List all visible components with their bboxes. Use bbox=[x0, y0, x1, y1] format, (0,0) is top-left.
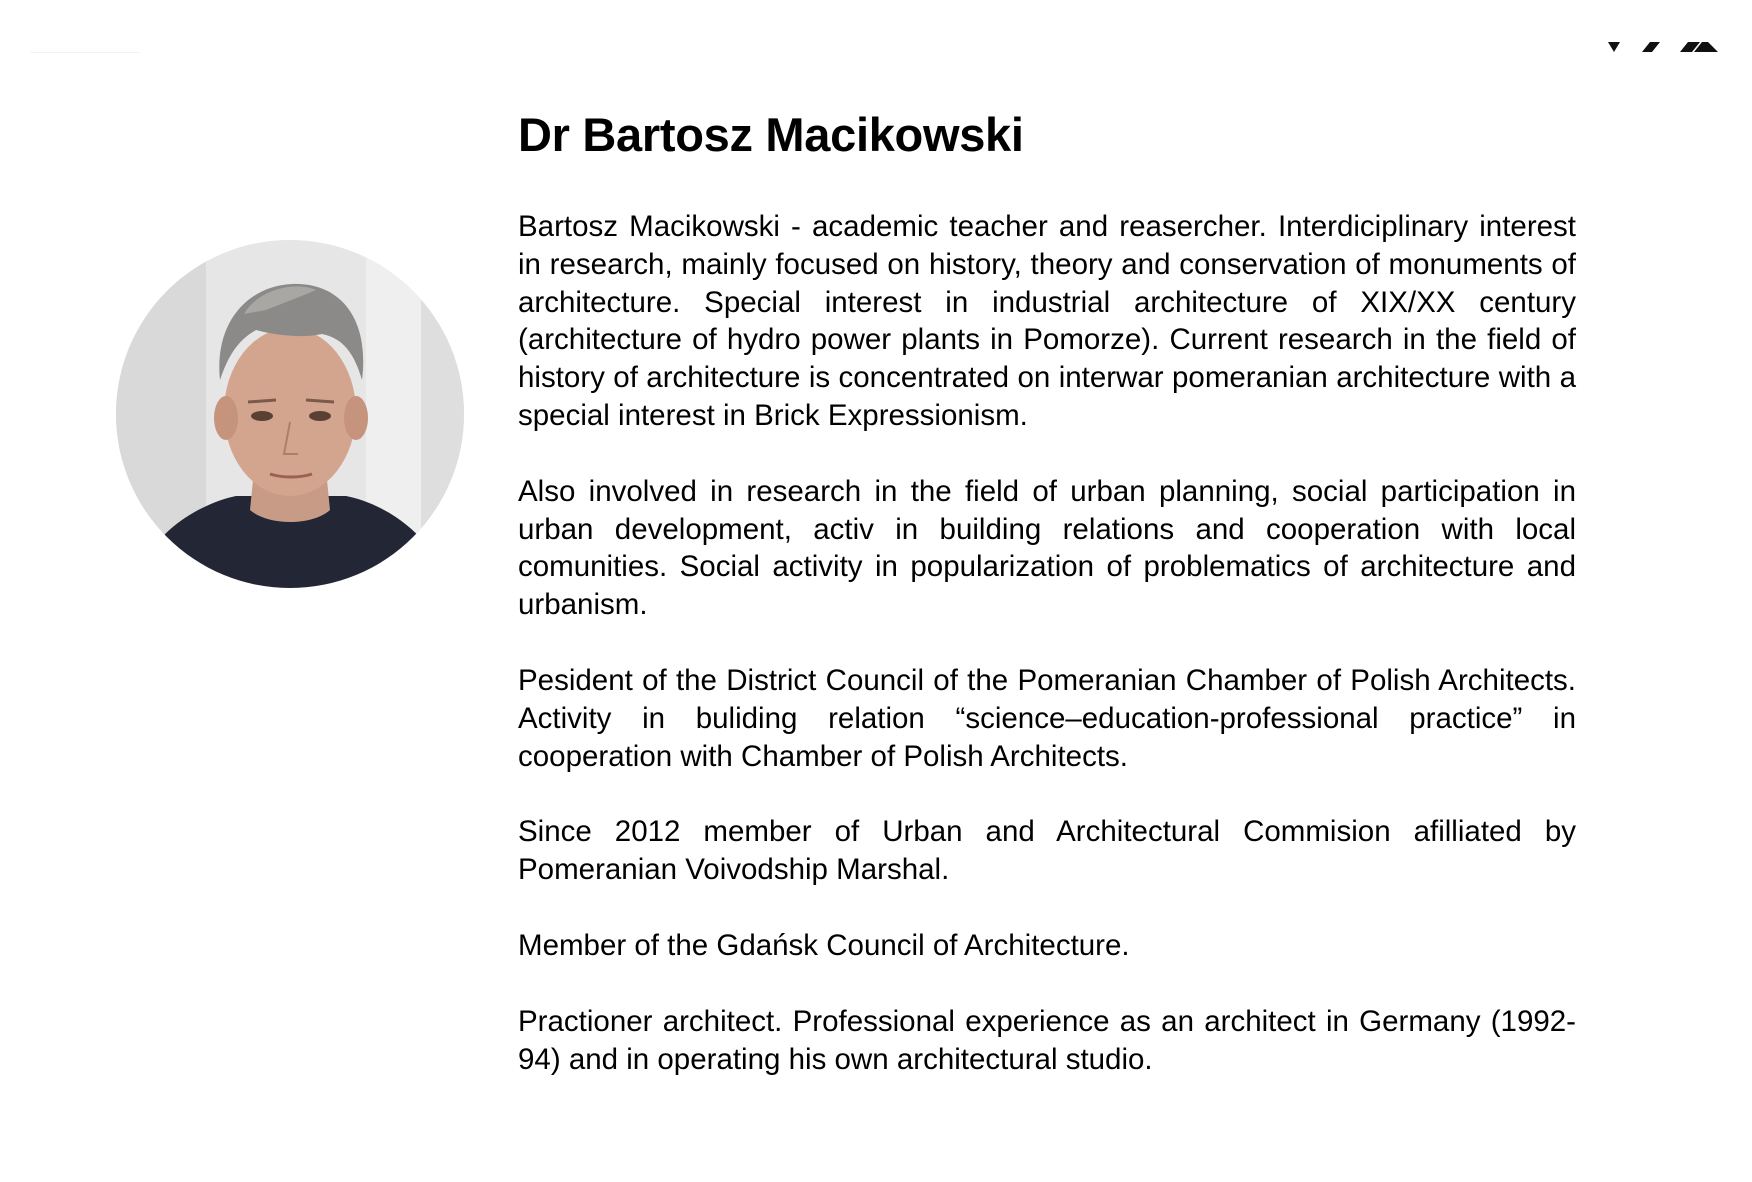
bio-paragraph-research: Bartosz Macikowski - academic teacher and reasercher. Interdiciplinary interest in research, mainly focused on history, theory and conservation of monuments of architecture. Special interest in industrial architecture of XIX/XX century (architecture of hydro power plants in Pomorze). Current research in the field of history of architecture is concentrated on interwar pomeranian architecture with a special interest in Brick Expressionism. bbox=[518, 210, 1576, 432]
top-left-divider bbox=[30, 52, 140, 53]
person-name-heading: Dr Bartosz Macikowski bbox=[518, 108, 1024, 161]
bio-paragraph-practice: Practioner architect. Professional experience as an architect in Germany (1992-94) and in operating his own architectural studio. bbox=[518, 1004, 1576, 1076]
profile-photo bbox=[116, 240, 464, 588]
diagonal-stripes-logo-icon bbox=[1608, 38, 1718, 56]
bio-content bbox=[518, 104, 1576, 1116]
bio-paragraph-urban-planning: Also involved in research in the field of urban planning, social participation in urban development, activ in building relations and cooperation with local comunities. Social activity in popularization of problematics of architecture and urbanism. bbox=[518, 474, 1576, 622]
bio-paragraph-council-member: Member of the Gdańsk Council of Architecture. bbox=[518, 928, 1130, 962]
bio-paragraph-commission-member: Since 2012 member of Urban and Architectural Commision afilliated by Pomeranian Voivodship Marshal. bbox=[518, 815, 1576, 887]
bio-paragraph-chamber-president: Pesident of the District Council of the Pomeranian Chamber of Polish Architects. Activity in buliding relation “science–education-professional practice” in cooperation with Chamber of Polish Architects. bbox=[518, 663, 1576, 773]
profile-photo-illustration bbox=[116, 240, 464, 588]
